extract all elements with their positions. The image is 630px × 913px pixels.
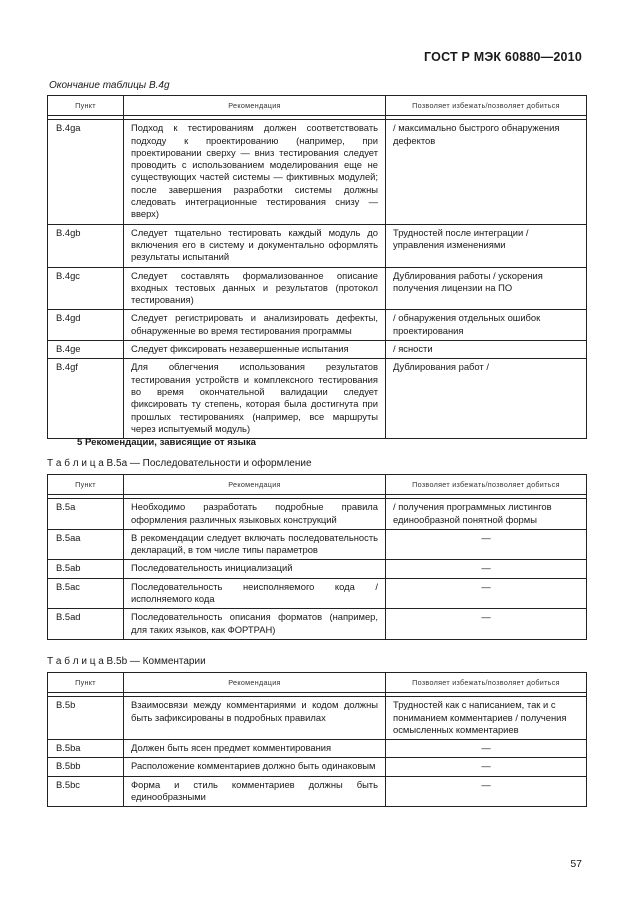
row-code: B.4ga (48, 120, 124, 224)
row-recommendation: Следует составлять формализованное описание входных тестовых данных и результатов (протокол тестирования) (124, 267, 386, 310)
column-header-item: Пункт (48, 96, 124, 116)
row-recommendation: Взаимосвязи между комментариями и кодом должны быть зафиксированы в подробных правилах (124, 697, 386, 740)
table-b5a-caption: Т а б л и ц а B.5a — Последовательности и оформление (47, 458, 312, 469)
row-goal: Трудностей после интеграции / управления изменениями (386, 224, 587, 267)
row-goal: — (386, 740, 587, 758)
row-recommendation: Необходимо разработать подробные правила оформления различных языковых конструкций (124, 499, 386, 530)
column-header-goal: Позволяет избежать/позволяет добиться (386, 96, 587, 116)
row-goal: Дублирования работы / ускорения получения лицензии на ПО (386, 267, 587, 310)
column-header-goal: Позволяет избежать/позволяет добиться (386, 673, 587, 693)
table-row (48, 560, 587, 578)
column-header-item: Пункт (48, 475, 124, 495)
table-b5b (47, 672, 587, 807)
table-b5a (47, 474, 587, 640)
table-row (48, 499, 587, 530)
document-id: ГОСТ Р МЭК 60880—2010 (424, 50, 582, 64)
row-recommendation: Следует фиксировать незавершенные испытания (124, 341, 386, 359)
row-goal: — (386, 578, 587, 609)
row-goal: Дублирования работ / (386, 359, 587, 439)
row-code: B.4gf (48, 359, 124, 439)
table-b4g-caption: Окончание таблицы B.4g (49, 80, 170, 91)
row-recommendation: Форма и стиль комментариев должны быть единообразными (124, 776, 386, 807)
table-row (48, 740, 587, 758)
row-recommendation: Последовательность инициализаций (124, 560, 386, 578)
row-recommendation: Последовательность неисполняемого кода / исполняемого кода (124, 578, 386, 609)
row-code: B.4gc (48, 267, 124, 310)
page-number: 57 (570, 858, 582, 870)
table-header-row (48, 475, 587, 495)
row-goal: — (386, 776, 587, 807)
table-b4g (47, 95, 587, 439)
table-row (48, 609, 587, 640)
row-goal: — (386, 529, 587, 560)
row-goal: / максимально быстрого обнаружения дефектов (386, 120, 587, 224)
row-recommendation: Следует регистрировать и анализировать дефекты, обнаруженные во время тестирования программы (124, 310, 386, 341)
row-recommendation: В рекомендации следует включать последовательность деклараций, в том числе типы параметров (124, 529, 386, 560)
table-header-row (48, 673, 587, 693)
table-row (48, 758, 587, 776)
row-code: B.5bc (48, 776, 124, 807)
row-recommendation: Следует тщательно тестировать каждый модуль до включения его в систему и документально оформлять результаты испытаний (124, 224, 386, 267)
row-code: B.5b (48, 697, 124, 740)
column-header-recommendation: Рекомендация (124, 96, 386, 116)
row-goal: — (386, 560, 587, 578)
table-row (48, 310, 587, 341)
table-row (48, 776, 587, 807)
table-header-row (48, 96, 587, 116)
section-heading: 5 Рекомендации, зависящие от языка (77, 437, 256, 448)
table-row (48, 359, 587, 439)
table-row (48, 578, 587, 609)
row-code: B.5a (48, 499, 124, 530)
row-code: B.5ab (48, 560, 124, 578)
row-code: B.5bb (48, 758, 124, 776)
row-goal: — (386, 758, 587, 776)
column-header-item: Пункт (48, 673, 124, 693)
row-goal: / ясности (386, 341, 587, 359)
row-recommendation: Должен быть ясен предмет комментирования (124, 740, 386, 758)
table-row (48, 341, 587, 359)
table-row (48, 267, 587, 310)
table-row (48, 120, 587, 224)
row-goal: / обнаружения отдельных ошибок проектирования (386, 310, 587, 341)
table-row (48, 529, 587, 560)
row-code: B.5ac (48, 578, 124, 609)
row-code: B.4gb (48, 224, 124, 267)
row-code: B.4ge (48, 341, 124, 359)
row-goal: Трудностей как с написанием, так и с пониманием комментариев / получения осмысленных комментариев (386, 697, 587, 740)
row-code: B.5ad (48, 609, 124, 640)
column-header-recommendation: Рекомендация (124, 673, 386, 693)
table-b5b-caption: Т а б л и ц а B.5b — Комментарии (47, 656, 206, 667)
row-goal: / получения программных листингов единообразной понятной формы (386, 499, 587, 530)
row-recommendation: Расположение комментариев должно быть одинаковым (124, 758, 386, 776)
table-row (48, 224, 587, 267)
row-code: B.4gd (48, 310, 124, 341)
row-code: B.5ba (48, 740, 124, 758)
row-goal: — (386, 609, 587, 640)
row-recommendation: Подход к тестированиям должен соответствовать подходу к проектированию (например, при проектировании сверху — вниз тестирования следует проводить с использованием моделирования еще не существующих частей системы — фиктивных модулей; после завершения разработки системы должны следовать интеграционные тестирования снизу — вверх) (124, 120, 386, 224)
column-header-goal: Позволяет избежать/позволяет добиться (386, 475, 587, 495)
table-row (48, 697, 587, 740)
row-recommendation: Для облегчения использования результатов тестирования устройств и комплексного тестирования во время окончательной валидации следует фиксировать ту степень, которая была достигнута при прошлых тестированиях (например, все маршруты через испытуемый модуль) (124, 359, 386, 439)
column-header-recommendation: Рекомендация (124, 475, 386, 495)
row-code: B.5aa (48, 529, 124, 560)
row-recommendation: Последовательность описания форматов (например, для таких языков, как ФОРТРАН) (124, 609, 386, 640)
